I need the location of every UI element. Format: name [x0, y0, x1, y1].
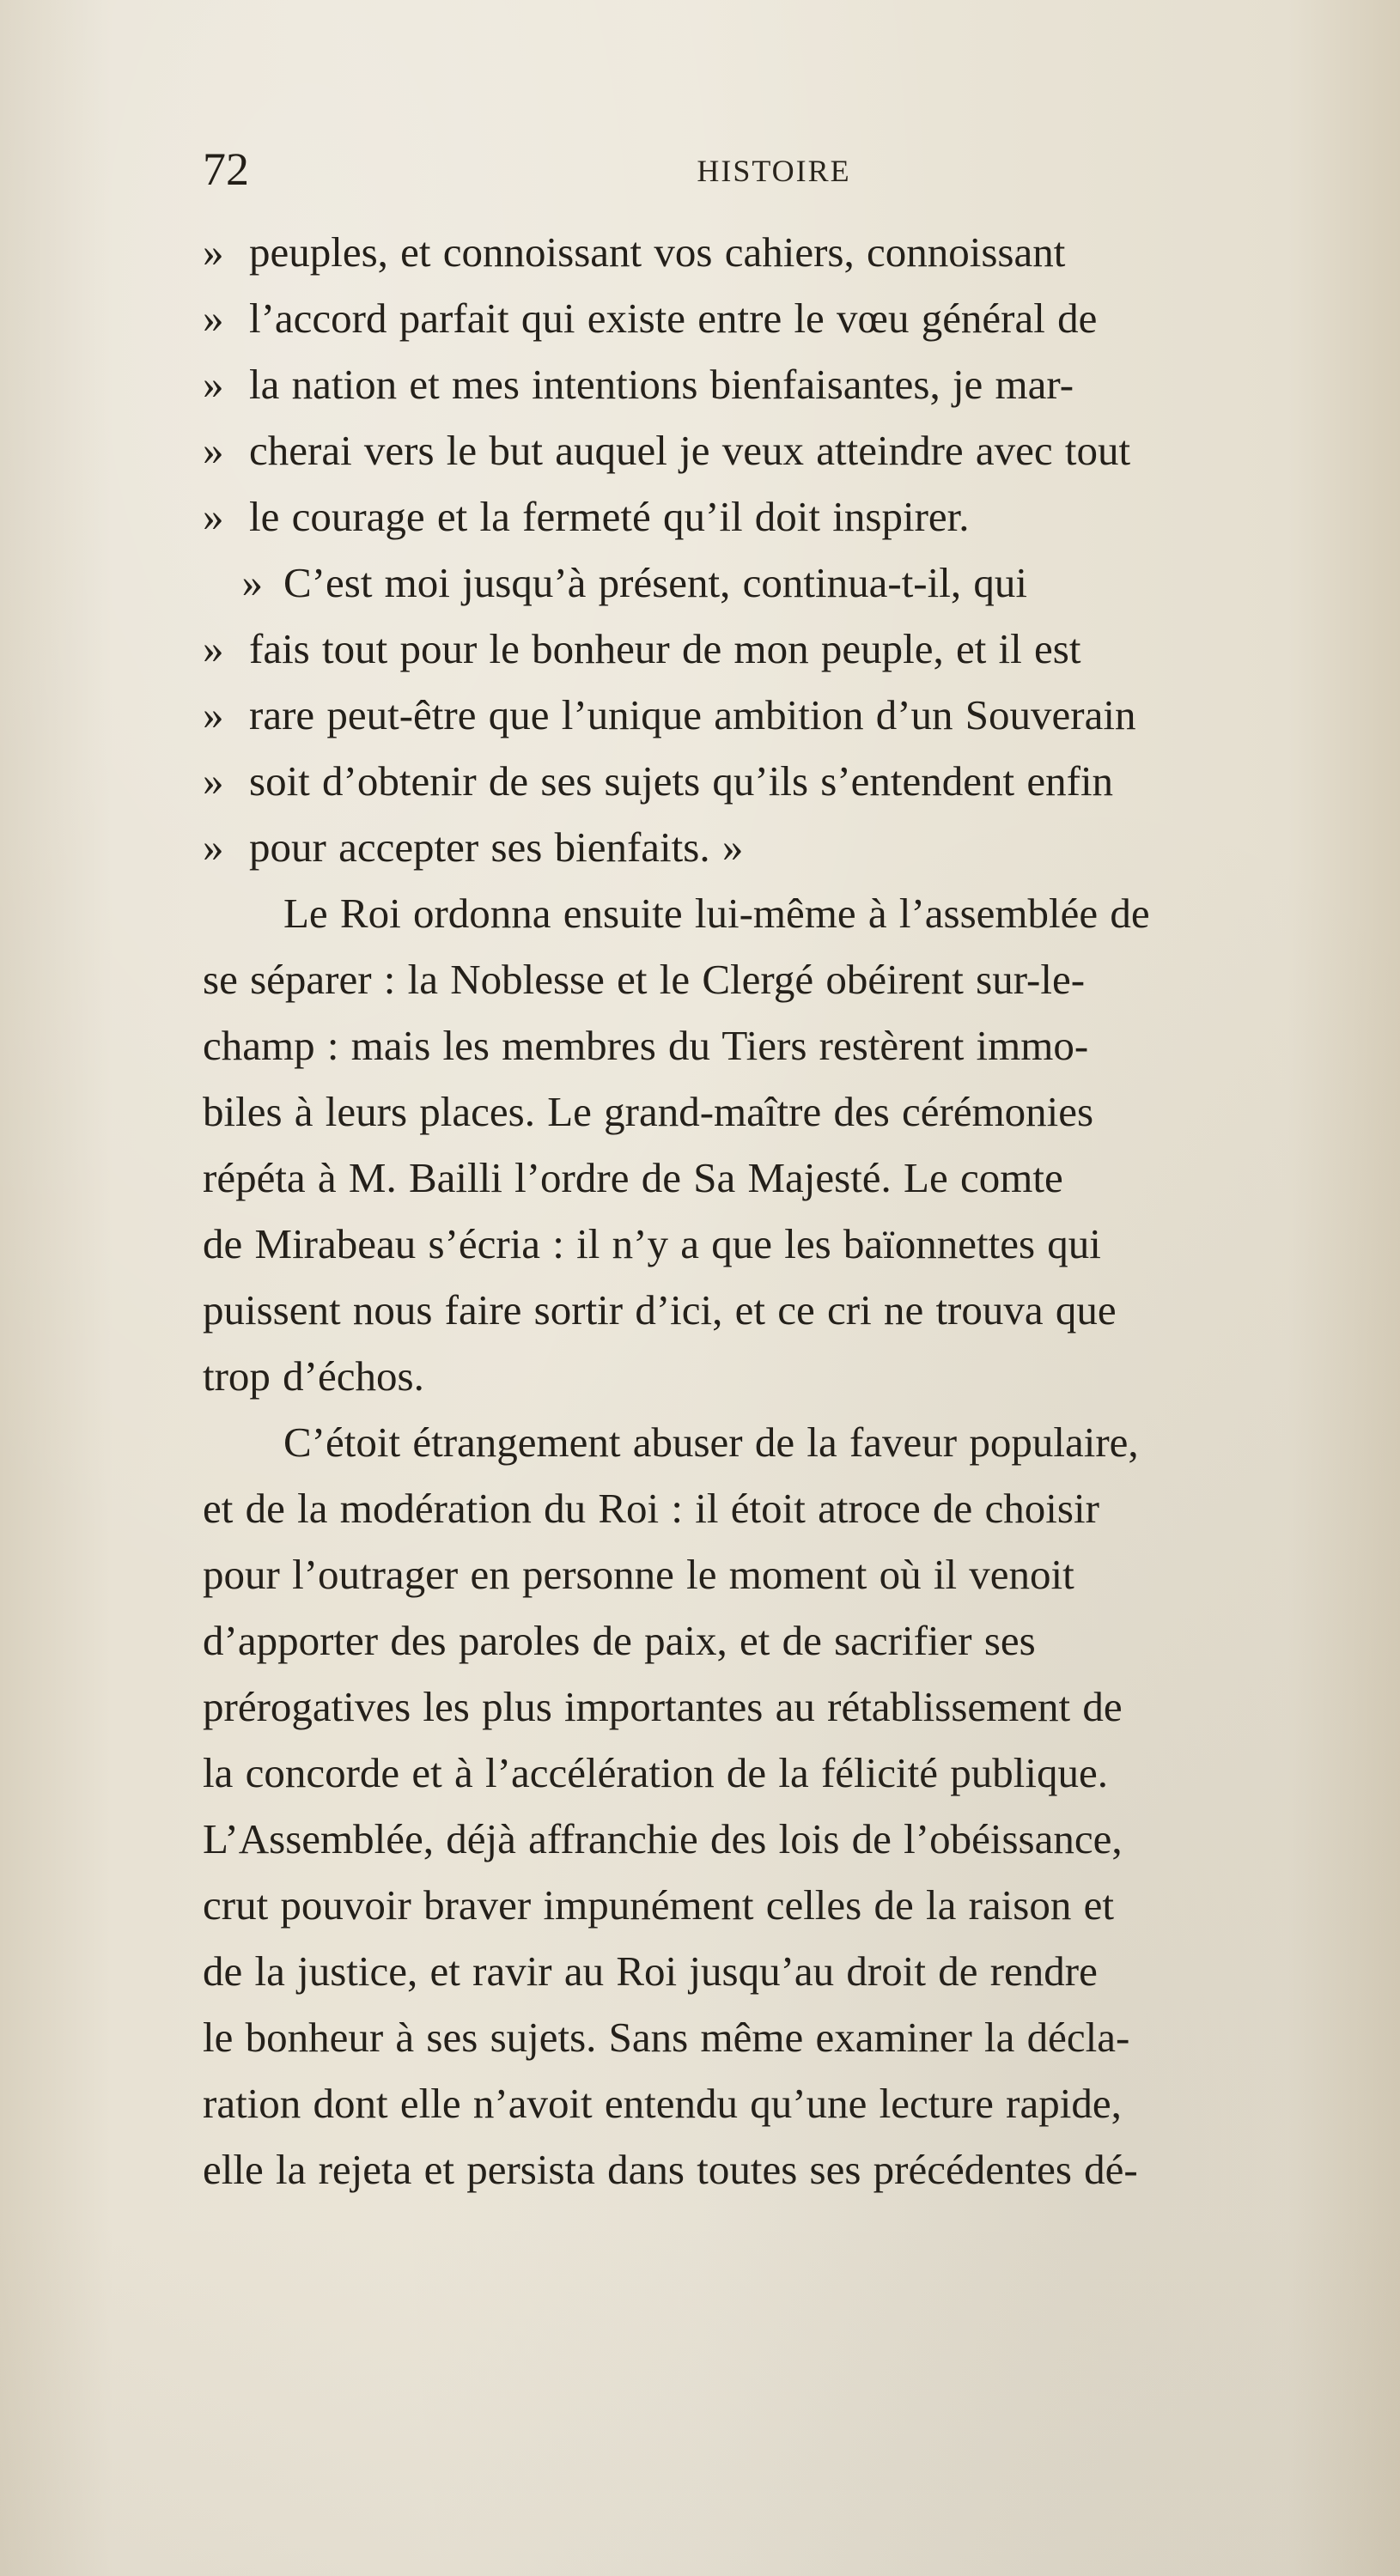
text-line — [203, 1211, 1345, 1277]
text-line — [203, 219, 1345, 285]
text-line — [203, 483, 1345, 550]
text-line-content: puissent nous faire sortir d’ici, et ce cri ne trouva que — [203, 1286, 1117, 1334]
text-line — [203, 814, 1345, 880]
page-header — [203, 143, 1345, 206]
text-line — [203, 1938, 1345, 2004]
text-line-content: et de la modération du Roi : il étoit atroce de choisir — [203, 1485, 1099, 1532]
text-line — [203, 417, 1345, 483]
text-line-content: peuples, et connoissant vos cahiers, connoissant — [249, 228, 1066, 276]
quote-mark: » — [203, 228, 224, 276]
text-line — [203, 2070, 1345, 2136]
text-line — [203, 550, 1345, 616]
text-line — [203, 1740, 1345, 1806]
quote-mark: » — [203, 757, 224, 805]
text-line — [203, 285, 1345, 351]
text-line-content: ration dont elle n’avoit entendu qu’une lecture rapide, — [203, 2080, 1122, 2127]
text-line — [203, 682, 1345, 748]
text-line-content: se séparer : la Noblesse et le Clergé obéirent sur-le- — [203, 956, 1086, 1003]
text-line — [203, 1475, 1345, 1541]
text-line — [203, 1409, 1345, 1475]
text-line — [203, 1078, 1345, 1145]
text-line-content: d’apporter des paroles de paix, et de sacrifier ses — [203, 1617, 1036, 1664]
running-title: HISTOIRE — [697, 154, 851, 188]
text-line-content: Le Roi ordonna ensuite lui-même à l’assemblée de — [283, 890, 1150, 937]
text-line — [203, 1674, 1345, 1740]
text-line — [203, 1145, 1345, 1211]
quote-mark: » — [203, 295, 224, 342]
text-line — [203, 748, 1345, 814]
text-line — [203, 1872, 1345, 1938]
quote-mark: » — [203, 823, 224, 871]
text-line — [203, 2004, 1345, 2070]
text-line-content: elle la rejeta et persista dans toutes ses précédentes dé- — [203, 2146, 1138, 2193]
text-line-content: répéta à M. Bailli l’ordre de Sa Majesté. Le comte — [203, 1154, 1063, 1201]
text-line — [203, 1012, 1345, 1078]
text-line-content: le bonheur à ses sujets. Sans même examiner la décla- — [203, 2014, 1130, 2061]
text-line — [203, 2136, 1345, 2202]
text-line — [203, 616, 1345, 682]
text-line-content: pour l’outrager en personne le moment où il venoit — [203, 1551, 1074, 1598]
text-line — [203, 1806, 1345, 1872]
text-line — [203, 880, 1345, 946]
text-line-content: pour accepter ses bienfaits. » — [249, 823, 744, 871]
text-line — [203, 1607, 1345, 1674]
text-line — [203, 1343, 1345, 1409]
text-line-content: la nation et mes intentions bienfaisantes, je mar- — [249, 361, 1074, 408]
page-number: 72 — [203, 143, 249, 195]
text-line-content: de la justice, et ravir au Roi jusqu’au droit de rendre — [203, 1947, 1098, 1995]
text-line-content: rare peut-être que l’unique ambition d’un Souverain — [249, 691, 1136, 738]
quote-mark: » — [203, 493, 224, 540]
text-line-content: fais tout pour le bonheur de mon peuple, et il est — [249, 625, 1081, 672]
text-line-content: la concorde et à l’accélération de la félicité publique. — [203, 1749, 1108, 1796]
text-line-content: le courage et la fermeté qu’il doit inspirer. — [249, 493, 970, 540]
text-line — [203, 946, 1345, 1012]
text-line-content: crut pouvoir braver impunément celles de la raison et — [203, 1881, 1114, 1929]
text-line-content: biles à leurs places. Le grand-maître des cérémonies — [203, 1088, 1094, 1135]
text-line-content: C’étoit étrangement abuser de la faveur populaire, — [283, 1419, 1139, 1466]
text-line — [203, 1541, 1345, 1607]
quote-mark: » — [203, 625, 224, 672]
text-line-content: champ : mais les membres du Tiers restèrent immo- — [203, 1022, 1089, 1069]
page-text — [203, 219, 1345, 2202]
paper-shadow — [0, 2215, 1400, 2576]
text-line-content: prérogatives les plus importantes au rétablissement de — [203, 1683, 1123, 1730]
text-line-content: L’Assemblée, déjà affranchie des lois de l’obéissance, — [203, 1815, 1123, 1862]
text-line-content: de Mirabeau s’écria : il n’y a que les baïonnettes qui — [203, 1220, 1101, 1267]
text-line-content: l’accord parfait qui existe entre le vœu général de — [249, 295, 1098, 342]
text-line — [203, 1277, 1345, 1343]
text-line-content: soit d’obtenir de ses sujets qu’ils s’entendent enfin — [249, 757, 1114, 805]
text-line — [203, 351, 1345, 417]
quote-mark: » — [203, 361, 224, 408]
text-line-content: trop d’échos. — [203, 1352, 424, 1400]
quote-mark: » — [203, 691, 224, 738]
quote-mark: » — [241, 559, 263, 606]
text-line-content: C’est moi jusqu’à présent, continua-t-il, qui — [283, 559, 1027, 606]
text-line-content: cherai vers le but auquel je veux atteindre avec tout — [249, 427, 1131, 474]
quote-mark: » — [203, 427, 224, 474]
